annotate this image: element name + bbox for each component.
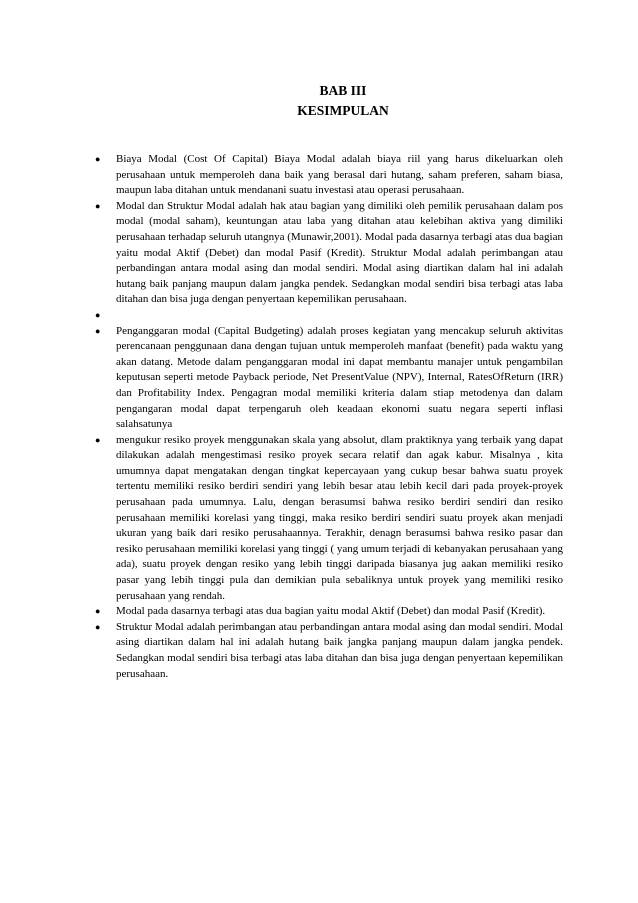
chapter-heading: BAB III — [319, 83, 367, 98]
list-item — [93, 324, 563, 433]
list-item-empty — [93, 308, 563, 324]
list-item-text: Penganggaran modal (Capital Budgeting) adalah proses kegiatan yang mencakup seluruh aktivitas perencanaan penggunaan dana dengan tujuan untuk memperoleh manfaat (benefit) pada waktu yang akan datang. Metode dalam penganggaran modal ini dapat membantu manajer untuk pengambilan keputusan seperti metode Payback periode, Net PresentValue (NPV), Internal, RatesOfReturn (IRR) dan Profitability Index. Pengagran modal memiliki kriteria dalam stiap metodenya dan dalam pengangaran modal dapat terpengaruh oleh keadaan ekonomi suatu negara seperti inflasi salahsatunya — [116, 324, 563, 431]
bullet-icon: ● — [95, 434, 101, 445]
bullet-icon: ● — [95, 325, 101, 336]
list-item — [93, 152, 563, 199]
bullet-icon: ● — [95, 606, 101, 617]
list-item-text: Struktur Modal adalah perimbangan atau perbandingan antara modal asing dan modal sendiri. Modal asing diartikan dalam hal ini adalah hutang baik jangka panjang maupun dalam jangka pendek. Sedangkan modal sendiri bisa terbagi atas laba ditahan dan bisa juga dengan penyertaan kepemilikan perusahaan. — [116, 620, 563, 680]
list-item-text: Modal dan Struktur Modal adalah hak atau bagian yang dimiliki oleh pemilik perusahaan dalam pos modal (modal saham), keuntungan atau laba yang ditahan atau kelebihan aktiva yang dimiliki perusahaan terhadap seluruh utangnya (Munawir,2001). Modal pada dasarnya terbagi atas dua bagian yaitu modal Aktif (Debet) dan modal Pasif (Kredit). Struktur Modal adalah perimbangan atau perbandingan antara modal asing dan modal sendiri. Modal asing diartikan dalam hal ini adalah hutang baik panjang maupun dalam jangka pendek. Sedangkan modal sendiri bisa terbagi atas laba ditahan dan bisa juga dengan penyertaan kepemilikan perusahaan. — [116, 199, 563, 306]
list-item-text: Modal pada dasarnya terbagi atas dua bagian yaitu modal Aktif (Debet) dan modal Pasif (Kredit). — [116, 605, 546, 618]
bullet-icon: ● — [95, 200, 101, 211]
bullet-icon: ● — [95, 621, 101, 632]
conclusion-list — [93, 152, 563, 682]
list-item-text: Biaya Modal (Cost Of Capital) Biaya Modal adalah biaya riil yang harus dikeluarkan oleh perusahaan untuk memperoleh dana baik yang berasal dari hutang, saham preferen, saham biasa, maupun laba ditahan untuk mendanani suatu investasi atau operasi perusahaan. — [116, 153, 563, 197]
list-item — [93, 199, 563, 308]
list-item-text: mengukur resiko proyek menggunakan skala yang absolut, dlam praktiknya yang terbaik yang dapat dilakukan adalah mengestimasi resiko proyek secara relatif dan agak kabur. Misalnya , kita umumnya dapat mengatakan dengan tingkat kepercayaan yang cukup besar bahwa suatu proyek tertentu memiliki resiko berdiri sendiri yang lebih besar atau lebih kecil dari pada proyek-proyek perusahaan pada umumnya. Lalu, dengan berasumsi bahwa resiko berdiri sendiri dan resiko perusahaan memiliki korelasi yang tinggi, maka resiko berdiri sendiri suatu proyek akan menjadi ukuran yang baik dari resiko perusahaannya. Terakhir, denagn berasumsi bahwa resiko pasar dan resiko perusahaan memiliki korelasi yang tinggi ( yang umum terjadi di kebanyakan perusahaan yang ada), suatu proyek dengan resiko yang lebih tinggi daripada biasanya jug aakan memiliki resiko pasar yang lebih tinggi pula dan demikian pula sebaliknya untuk proyek yang memiliki resiko perusahaan yang rendah. — [116, 433, 563, 602]
bullet-icon: ● — [95, 154, 101, 164]
list-item — [93, 620, 563, 682]
list-item — [93, 604, 563, 620]
list-item — [93, 433, 563, 605]
chapter-title: KESIMPULAN — [297, 103, 389, 118]
bullet-icon: ● — [95, 309, 101, 320]
